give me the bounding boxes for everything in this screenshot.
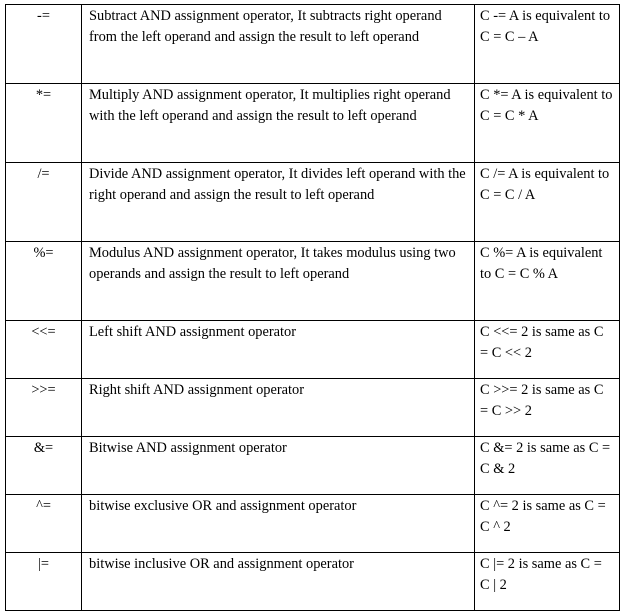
- example-cell: C -= A is equivalent to C = C – A: [475, 5, 620, 84]
- table-row: [6, 379, 620, 437]
- example-cell: C >>= 2 is same as C = C >> 2: [475, 379, 620, 437]
- operator-cell: %=: [6, 242, 82, 321]
- description-cell: bitwise exclusive OR and assignment operator: [82, 495, 475, 553]
- description-cell: Subtract AND assignment operator, It subtracts right operand from the left operand and assign the result to left operand: [82, 5, 475, 84]
- operator-cell: *=: [6, 84, 82, 163]
- description-cell: Bitwise AND assignment operator: [82, 437, 475, 495]
- table-row: [6, 437, 620, 495]
- operator-cell: /=: [6, 163, 82, 242]
- operator-cell: >>=: [6, 379, 82, 437]
- example-cell: C |= 2 is same as C = C | 2: [475, 553, 620, 611]
- operator-cell: <<=: [6, 321, 82, 379]
- example-cell: C &= 2 is same as C = C & 2: [475, 437, 620, 495]
- description-cell: Multiply AND assignment operator, It multiplies right operand with the left operand and assign the result to left operand: [82, 84, 475, 163]
- table-row: [6, 321, 620, 379]
- example-cell: C /= A is equivalent to C = C / A: [475, 163, 620, 242]
- description-cell: Divide AND assignment operator, It divides left operand with the right operand and assign the result to left operand: [82, 163, 475, 242]
- example-cell: C <<= 2 is same as C = C << 2: [475, 321, 620, 379]
- operator-cell: &=: [6, 437, 82, 495]
- operator-cell: |=: [6, 553, 82, 611]
- table-row: [6, 5, 620, 84]
- description-cell: Right shift AND assignment operator: [82, 379, 475, 437]
- example-cell: C *= A is equivalent to C = C * A: [475, 84, 620, 163]
- operator-cell: ^=: [6, 495, 82, 553]
- example-cell: C %= A is equivalent to C = C % A: [475, 242, 620, 321]
- table-row: [6, 553, 620, 611]
- table-row: [6, 242, 620, 321]
- table-row: [6, 495, 620, 553]
- description-cell: Left shift AND assignment operator: [82, 321, 475, 379]
- example-cell: C ^= 2 is same as C = C ^ 2: [475, 495, 620, 553]
- assignment-operators-table: [5, 4, 620, 611]
- description-cell: bitwise inclusive OR and assignment operator: [82, 553, 475, 611]
- operator-cell: -=: [6, 5, 82, 84]
- table-row: [6, 84, 620, 163]
- description-cell: Modulus AND assignment operator, It takes modulus using two operands and assign the result to left operand: [82, 242, 475, 321]
- table-row: [6, 163, 620, 242]
